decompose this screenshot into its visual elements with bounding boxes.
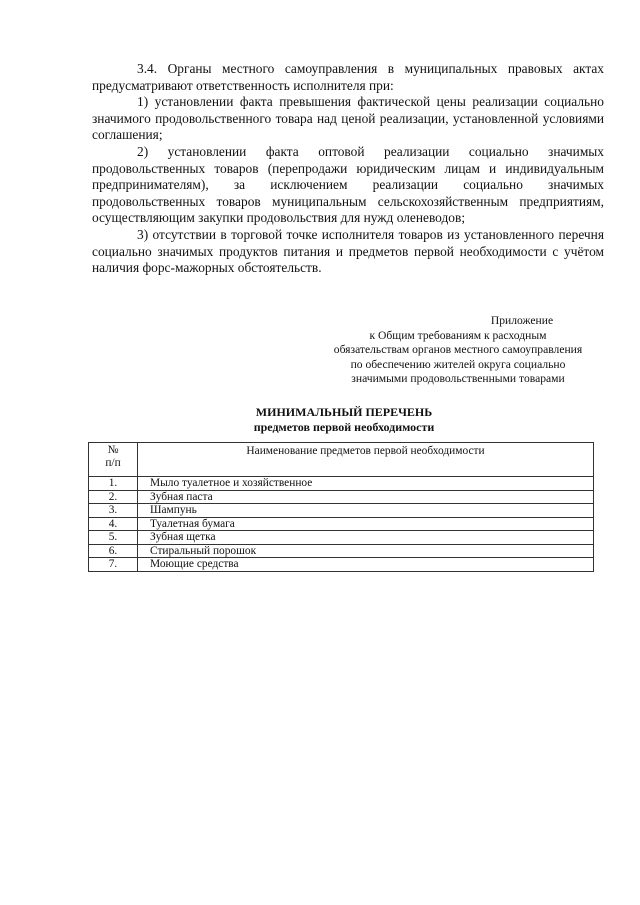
row-item-name: Моющие средства (138, 558, 594, 572)
column-header-number-line1: № (107, 444, 119, 456)
row-number: 4. (89, 517, 138, 531)
row-item-name: Шампунь (138, 504, 594, 518)
row-number: 2. (89, 490, 138, 504)
table-row (89, 531, 594, 545)
appendix-line: к Общим требованиям к расходным (369, 328, 547, 342)
row-item-name: Мыло туалетное и хозяйственное (138, 477, 594, 491)
section-3-4-text (92, 61, 604, 277)
table-header-row (89, 443, 594, 477)
appendix-header (300, 314, 616, 387)
column-header-number (89, 443, 138, 477)
items-table-body (89, 477, 594, 572)
paragraph-item-1: 1) установлении факта превышения фактической цены реализации социально значимого продовольственного товара над ценой реализации, установленной условиями соглашения; (92, 94, 604, 143)
table-row (89, 517, 594, 531)
column-header-number-line2: п/п (105, 456, 121, 469)
row-number: 7. (89, 558, 138, 572)
appendix-title: Приложение (490, 314, 554, 327)
table-row (89, 544, 594, 558)
paragraph-3-4-intro: 3.4. Органы местного самоуправления в муниципальных правовых актах предусматривают ответственность исполнителя при: (92, 61, 604, 93)
row-item-name: Туалетная бумага (138, 517, 594, 531)
list-subheading: предметов первой необходимости (253, 420, 435, 434)
table-row (89, 558, 594, 572)
row-item-name: Зубная паста (138, 490, 594, 504)
paragraph-item-2: 2) установлении факта оптовой реализации социально значимых продовольственных товаров (перепродажи юридическим лицам и индивидуальным предпринимателям), за исключением реализации социально значимых продовольственных товаров муниципальным сельскохозяйственным предприятиям, осуществляющим закупки продовольствия для нужд оленеводов; (92, 143, 604, 226)
row-number: 5. (89, 531, 138, 545)
table-row (89, 477, 594, 491)
column-header-name: Наименование предметов первой необходимости (138, 443, 594, 477)
row-item-name: Стиральный порошок (138, 544, 594, 558)
appendix-line: по обеспечению жителей округа социально (350, 357, 566, 371)
row-number: 1. (89, 477, 138, 491)
appendix-line: обязательствам органов местного самоуправления (333, 343, 583, 357)
row-number: 6. (89, 544, 138, 558)
list-heading: МИНИМАЛЬНЫЙ ПЕРЕЧЕНЬ (255, 405, 433, 419)
paragraph-item-3: 3) отсутствии в торговой точке исполнителя товаров из установленного перечня социально значимых продуктов питания и предметов первой необходимости с учётом наличия форс-мажорных обстоятельств. (92, 226, 604, 276)
items-table (88, 442, 594, 572)
row-number: 3. (89, 504, 138, 518)
appendix-line: значимыми продовольственными товарами (351, 372, 565, 386)
table-row (89, 504, 594, 518)
table-row (89, 490, 594, 504)
row-item-name: Зубная щетка (138, 531, 594, 545)
